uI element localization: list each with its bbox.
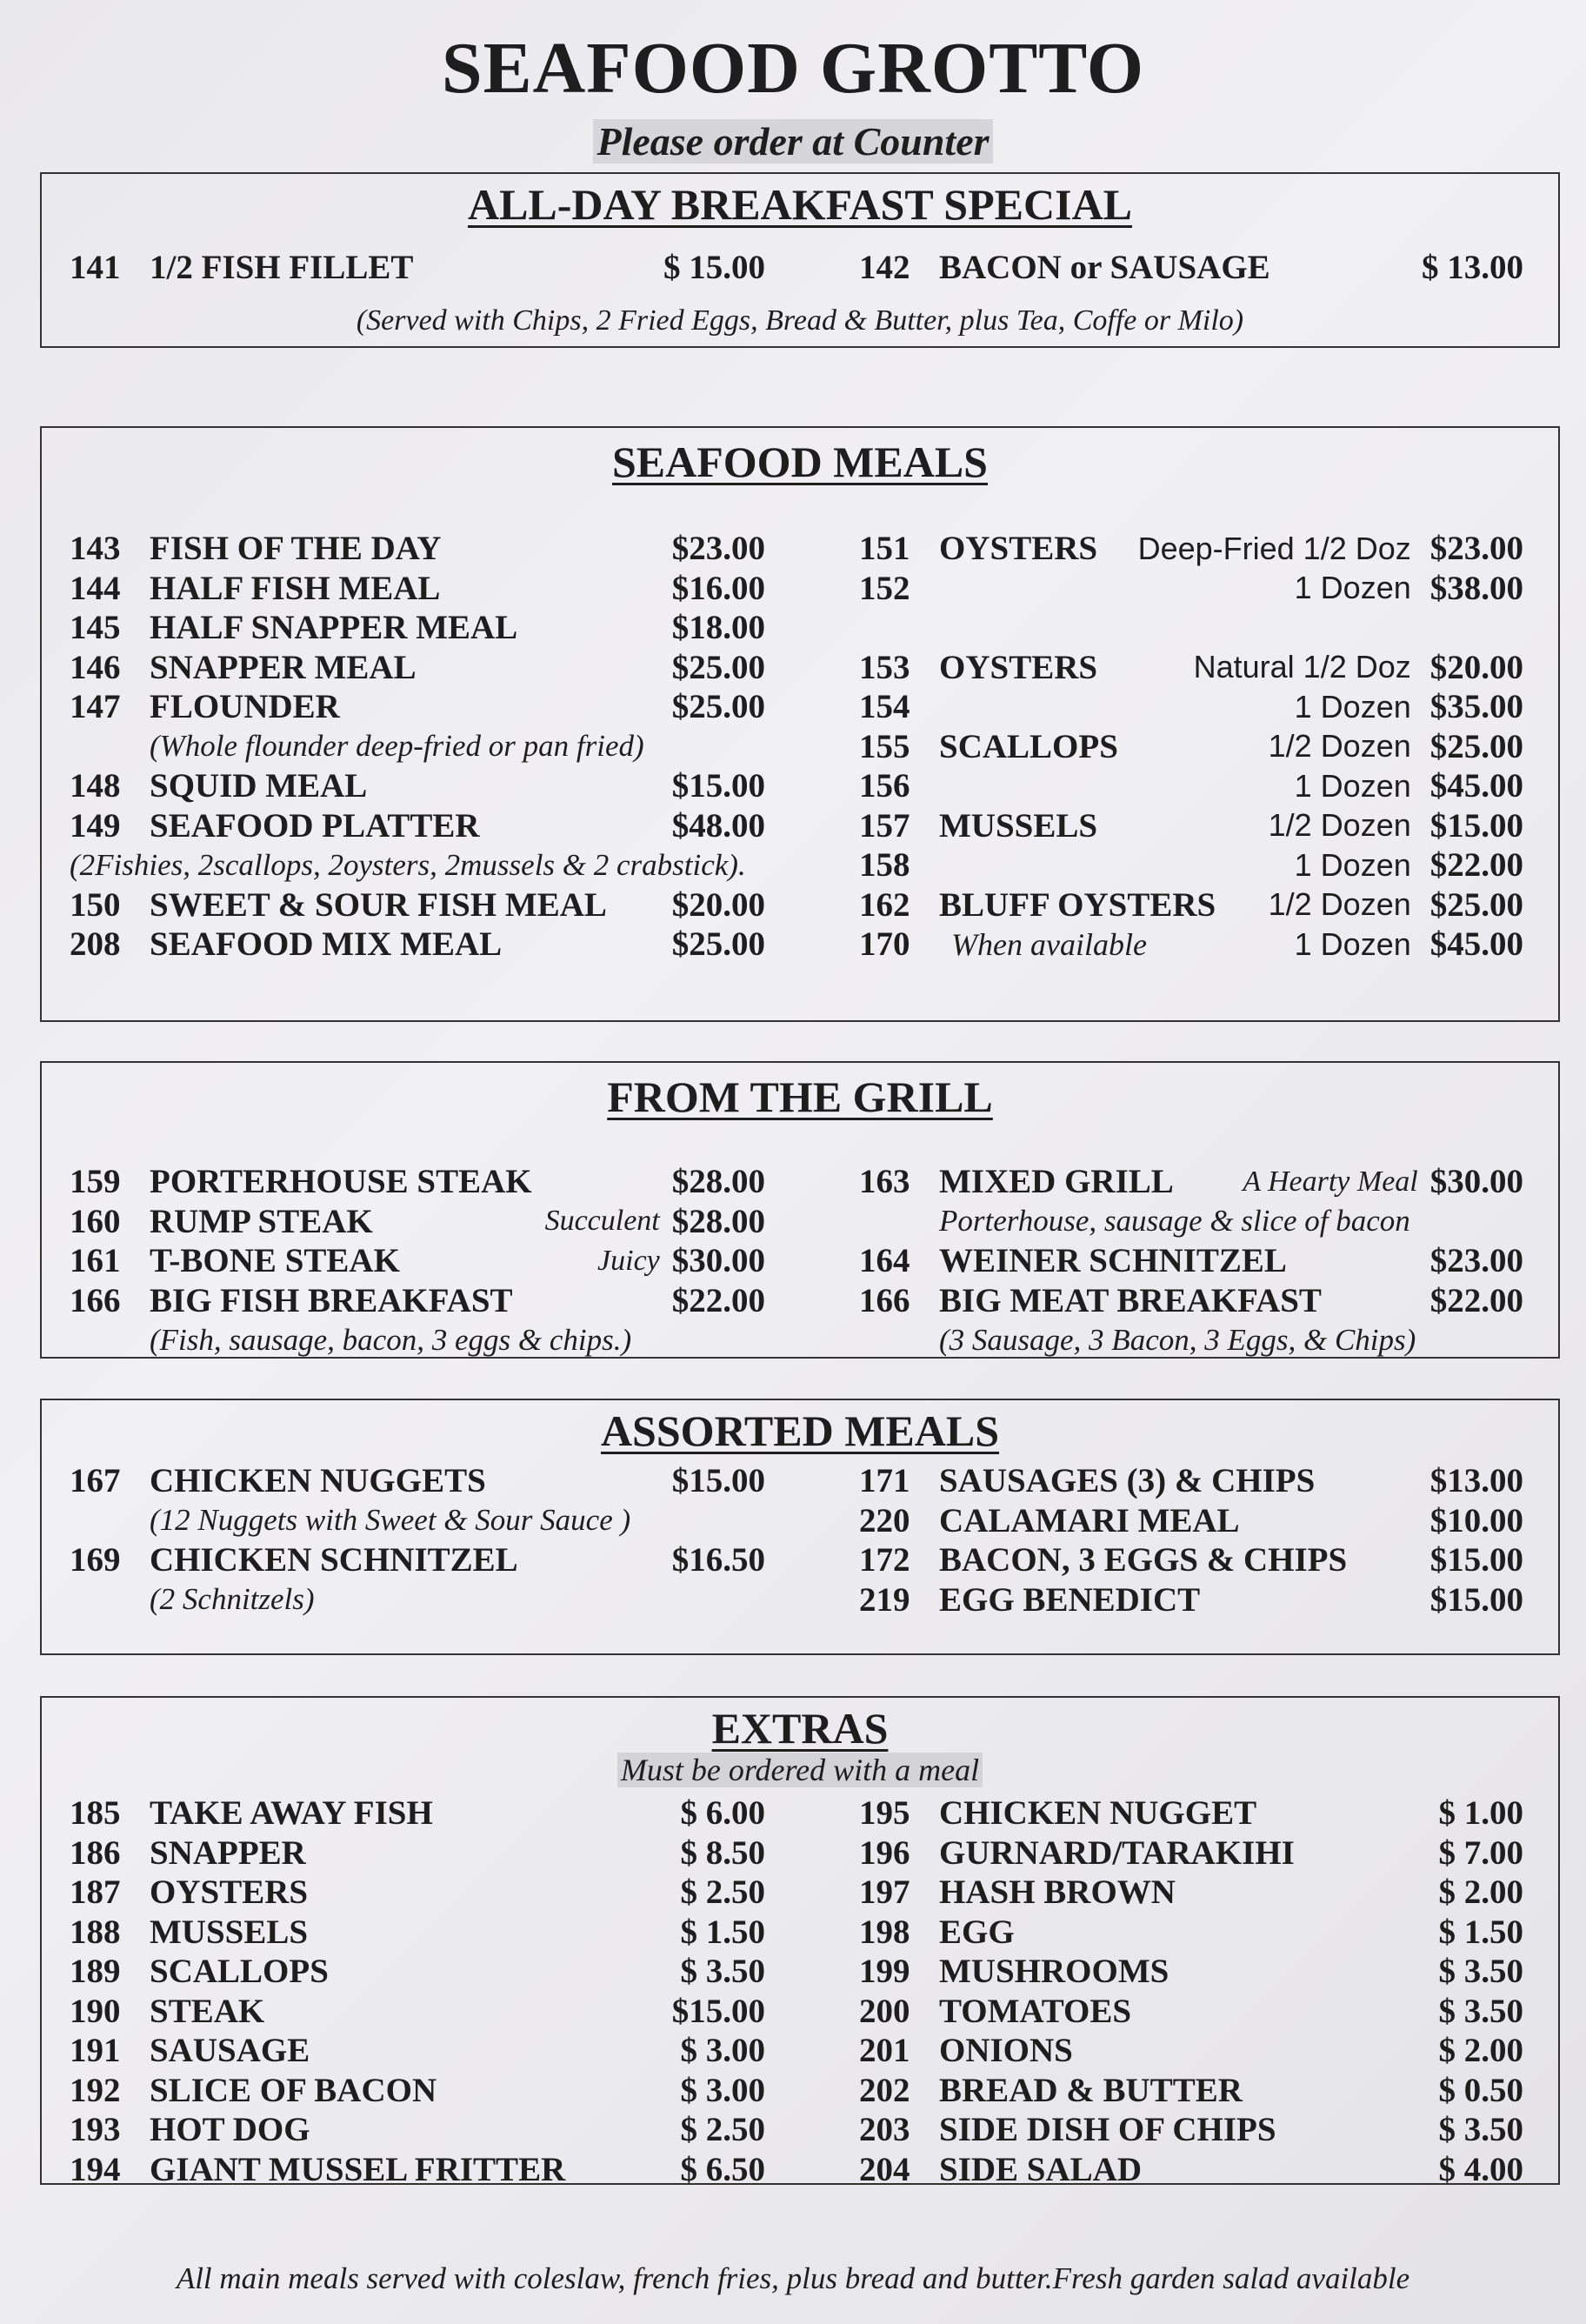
item-number: 200 (859, 1992, 910, 2030)
item-price: $28.00 (671, 1163, 765, 1201)
section-heading (42, 437, 1558, 487)
item-note: Juicy (597, 1244, 660, 1277)
item-number: 154 (859, 688, 910, 726)
item-number: 166 (859, 1281, 910, 1319)
item-name: FLOUNDER (150, 688, 340, 726)
item-name: BACON or SAUSAGE (939, 249, 1270, 287)
right-column (859, 529, 1523, 965)
item-price: $45.00 (1429, 925, 1523, 964)
section-heading (42, 1406, 1558, 1456)
menu-item (70, 1202, 765, 1242)
blank-row (859, 608, 1523, 648)
item-number: 169 (70, 1541, 121, 1579)
extras-subheading-text: Must be ordered with a meal (617, 1753, 983, 1787)
menu-item (70, 648, 765, 688)
item-number: 195 (859, 1794, 910, 1833)
menu-item (70, 1162, 765, 1202)
menu-item (859, 727, 1523, 767)
menu-item (70, 248, 765, 288)
item-name: MIXED GRILL (939, 1163, 1174, 1201)
menu-item (859, 2071, 1523, 2111)
item-price: $20.00 (671, 885, 765, 924)
item-name: MUSHROOMS (939, 1953, 1170, 1991)
item-name: SAUSAGES (3) & CHIPS (939, 1462, 1316, 1500)
item-price: $30.00 (1429, 1163, 1523, 1201)
item-price: $ 6.00 (680, 1794, 765, 1833)
item-name: SEAFOOD MIX MEAL (150, 925, 503, 964)
item-price: $ 2.00 (1438, 2032, 1523, 2070)
item-description: (3 Sausage, 3 Bacon, 3 Eggs, & Chips) (939, 1322, 1416, 1357)
item-name: MUSSELS (150, 1913, 309, 1951)
item-name: SWEET & SOUR FISH MEAL (150, 885, 607, 924)
section-extras (40, 1696, 1560, 2188)
item-number: 146 (70, 648, 121, 686)
menu-item (859, 806, 1523, 846)
item-price: $ 6.50 (680, 2150, 765, 2188)
menu-item (859, 569, 1523, 609)
item-number: 149 (70, 806, 121, 845)
item-price: $ 1.00 (1438, 1794, 1523, 1833)
item-price: $ 2.50 (680, 2111, 765, 2149)
item-price: $ 3.50 (680, 1953, 765, 1991)
item-price: $22.00 (1429, 846, 1523, 885)
item-number: 161 (70, 1242, 121, 1280)
item-name: CHICKEN NUGGET (939, 1794, 1257, 1833)
item-name: SNAPPER (150, 1833, 306, 1872)
section-heading-text: FROM THE GRILL (607, 1072, 993, 1121)
item-name: SAUSAGE (150, 2032, 310, 2070)
item-price: $ 2.50 (680, 1873, 765, 1912)
item-number: 143 (70, 530, 121, 568)
item-price: $ 8.50 (680, 1833, 765, 1872)
item-description: (Fish, sausage, bacon, 3 eggs & chips.) (150, 1322, 632, 1357)
item-quantity: 1/2 Dozen (1268, 728, 1411, 765)
item-price: $35.00 (1429, 688, 1523, 726)
item-name: BACON, 3 EGGS & CHIPS (939, 1541, 1348, 1579)
right-column (859, 1461, 1523, 1619)
menu-item (70, 1952, 765, 1992)
menu-item (70, 1461, 765, 1501)
item-price: $23.00 (1429, 530, 1523, 568)
item-number: 193 (70, 2111, 121, 2149)
item-price: $ 15.00 (663, 249, 765, 287)
item-number: 160 (70, 1202, 121, 1240)
item-number: 170 (859, 925, 910, 964)
item-number: 142 (859, 249, 910, 287)
item-name: FISH OF THE DAY (150, 530, 442, 568)
menu-item (859, 1461, 1523, 1501)
item-note: When available (951, 926, 1147, 962)
item-price: $ 13.00 (1422, 249, 1523, 287)
right-column (859, 1162, 1523, 1360)
menu-item (859, 1952, 1523, 1992)
item-price: $16.50 (671, 1541, 765, 1579)
item-price: $25.00 (1429, 727, 1523, 765)
item-name: SQUID MEAL (150, 767, 368, 805)
item-quantity: 1 Dozen (1294, 688, 1411, 725)
menu-item (859, 1580, 1523, 1620)
item-price: $ 1.50 (680, 1913, 765, 1951)
item-quantity: 1 Dozen (1294, 767, 1411, 804)
menu-item (70, 1540, 765, 1580)
item-quantity: 1 Dozen (1294, 846, 1411, 883)
section-assorted-meals (40, 1399, 1560, 1655)
item-name: WEINER SCHNITZEL (939, 1242, 1287, 1280)
left-column (70, 529, 765, 965)
item-number: 172 (859, 1541, 910, 1579)
item-number: 204 (859, 2150, 910, 2188)
item-number: 164 (859, 1242, 910, 1280)
item-name: OYSTERS (939, 530, 1098, 568)
menu-item (70, 885, 765, 925)
menu-item (859, 1501, 1523, 1541)
footer-note: All main meals served with coleslaw, french fries, plus bread and butter.Fresh garden salad available (176, 2261, 1410, 2295)
item-name: SIDE SALAD (939, 2150, 1142, 2188)
item-name: SLICE OF BACON (150, 2071, 437, 2109)
menu-item (70, 806, 765, 846)
item-price: $ 3.00 (680, 2032, 765, 2070)
section-breakfast (40, 172, 1560, 348)
section-heading-text: EXTRAS (711, 1704, 889, 1753)
item-name: RUMP STEAK (150, 1202, 373, 1240)
menu-item (859, 1992, 1523, 2032)
left-column (70, 1162, 765, 1360)
item-name: PORTERHOUSE STEAK (150, 1163, 532, 1201)
item-number: 171 (859, 1462, 910, 1500)
item-price: $18.00 (671, 609, 765, 647)
item-number: 219 (859, 1580, 910, 1619)
menu-item (70, 1992, 765, 2032)
item-number: 155 (859, 727, 910, 765)
menu-item (859, 885, 1523, 925)
item-price: $38.00 (1429, 569, 1523, 607)
menu-item (859, 925, 1523, 965)
item-price: $ 3.50 (1438, 1992, 1523, 2030)
item-name: MUSSELS (939, 806, 1098, 845)
menu-item (70, 1833, 765, 1873)
item-name: TAKE AWAY FISH (150, 1794, 433, 1833)
item-name: 1/2 FISH FILLET (150, 249, 414, 287)
item-number: 186 (70, 1833, 121, 1872)
item-price: $30.00 (671, 1242, 765, 1280)
item-price: $22.00 (1429, 1281, 1523, 1319)
menu-item (859, 1913, 1523, 1953)
item-number: 203 (859, 2111, 910, 2149)
item-price: $23.00 (671, 530, 765, 568)
menu-item (859, 687, 1523, 727)
item-name: EGG (939, 1913, 1015, 1951)
menu-item (70, 529, 765, 569)
item-name: ONIONS (939, 2032, 1073, 2070)
left-column (70, 1461, 765, 1619)
item-price: $ 3.50 (1438, 2111, 1523, 2149)
item-number: 187 (70, 1873, 121, 1912)
menu-item (859, 529, 1523, 569)
menu-item (859, 648, 1523, 688)
item-name: HASH BROWN (939, 1873, 1176, 1912)
item-price: $15.00 (1429, 1580, 1523, 1619)
item-name: HALF SNAPPER MEAL (150, 609, 518, 647)
item-number: 198 (859, 1913, 910, 1951)
item-quantity: 1/2 Dozen (1268, 807, 1411, 844)
item-price: $20.00 (1429, 648, 1523, 686)
item-price: $ 3.00 (680, 2071, 765, 2109)
item-name: CHICKEN NUGGETS (150, 1462, 486, 1500)
item-number: 163 (859, 1163, 910, 1201)
menu-item (70, 608, 765, 648)
item-description: (12 Nuggets with Sweet & Sour Sauce ) (150, 1503, 631, 1538)
section-heading (42, 179, 1558, 230)
breakfast-description: (Served with Chips, 2 Fried Eggs, Bread & Butter, plus Tea, Coffe or Milo) (356, 304, 1244, 337)
item-number: 166 (70, 1281, 121, 1319)
item-price: $15.00 (671, 1462, 765, 1500)
item-number: 190 (70, 1992, 121, 2030)
item-number: 157 (859, 806, 910, 845)
menu-item (859, 1162, 1523, 1202)
item-number: 196 (859, 1833, 910, 1872)
item-price: $ 4.00 (1438, 2150, 1523, 2188)
item-name: CHICKEN SCHNITZEL (150, 1541, 518, 1579)
item-price: $13.00 (1429, 1462, 1523, 1500)
section-heading (42, 1072, 1558, 1122)
item-number: 192 (70, 2071, 121, 2109)
item-name: OYSTERS (939, 648, 1098, 686)
item-price: $45.00 (1429, 767, 1523, 805)
item-number: 188 (70, 1913, 121, 1951)
item-name: BREAD & BUTTER (939, 2071, 1243, 2109)
item-number: 148 (70, 767, 121, 805)
item-number: 150 (70, 885, 121, 924)
item-price: $ 3.50 (1438, 1953, 1523, 1991)
menu-item (70, 1873, 765, 1913)
menu-item (70, 925, 765, 965)
item-price: $15.00 (671, 767, 765, 805)
item-price: $28.00 (671, 1202, 765, 1240)
item-price: $25.00 (671, 925, 765, 964)
item-number: 194 (70, 2150, 121, 2188)
item-price: $16.00 (671, 569, 765, 607)
item-number: 208 (70, 925, 121, 964)
menu-item (859, 1833, 1523, 1873)
section-heading (42, 1703, 1558, 1753)
item-name: EGG BENEDICT (939, 1580, 1201, 1619)
item-name: GIANT MUSSEL FRITTER (150, 2150, 566, 2188)
section-heading-text: ASSORTED MEALS (600, 1406, 1000, 1455)
menu-item (70, 1241, 765, 1281)
item-number: 199 (859, 1953, 910, 1991)
item-name: SCALLOPS (150, 1953, 329, 1991)
menu-item (70, 687, 765, 727)
item-number: 159 (70, 1163, 121, 1201)
extras-subheading (42, 1752, 1558, 1788)
menu-item (859, 2150, 1523, 2190)
item-price: $10.00 (1429, 1501, 1523, 1539)
menu-item (70, 2071, 765, 2111)
item-description: (Whole flounder deep-fried or pan fried) (150, 729, 644, 764)
item-price: $23.00 (1429, 1242, 1523, 1280)
left-column (70, 1793, 765, 2189)
item-name: SCALLOPS (939, 727, 1118, 765)
item-name: OYSTERS (150, 1873, 309, 1912)
item-name: T-BONE STEAK (150, 1242, 400, 1280)
item-price: $25.00 (671, 648, 765, 686)
item-name: HOT DOG (150, 2111, 310, 2149)
item-name: TOMATOES (939, 1992, 1132, 2030)
item-name: SNAPPER MEAL (150, 648, 416, 686)
item-name: BLUFF OYSTERS (939, 885, 1216, 924)
menu-item (859, 1241, 1523, 1281)
item-price: $ 2.00 (1438, 1873, 1523, 1912)
order-instruction-text: Please order at Counter (593, 119, 992, 164)
item-number: 152 (859, 569, 910, 607)
left-column (70, 248, 765, 288)
right-column (859, 248, 1523, 288)
menu-item (70, 2110, 765, 2150)
menu-item (70, 766, 765, 806)
item-name: BIG FISH BREAKFAST (150, 1281, 513, 1319)
item-name: HALF FISH MEAL (150, 569, 441, 607)
item-number: 167 (70, 1462, 121, 1500)
section-seafood-meals (40, 426, 1560, 1022)
menu-item (859, 845, 1523, 885)
item-number: 162 (859, 885, 910, 924)
item-quantity: Natural 1/2 Doz (1193, 649, 1411, 685)
item-note: Succulent (544, 1205, 660, 1238)
item-price: $ 0.50 (1438, 2071, 1523, 2109)
item-number: 202 (859, 2071, 910, 2109)
section-from-the-grill (40, 1061, 1560, 1359)
item-number: 158 (859, 846, 910, 885)
item-note: A Hearty Meal (1243, 1165, 1418, 1198)
menu-item (859, 1793, 1523, 1833)
item-description: (2 Schnitzels) (150, 1582, 315, 1617)
item-number: 185 (70, 1794, 121, 1833)
item-name: SEAFOOD PLATTER (150, 806, 480, 845)
item-name: SIDE DISH OF CHIPS (939, 2111, 1276, 2149)
item-name: STEAK (150, 1992, 265, 2030)
restaurant-title: SEAFOOD GROTTO (441, 28, 1145, 109)
item-number: 220 (859, 1501, 910, 1539)
item-number: 144 (70, 569, 121, 607)
item-price: $25.00 (1429, 885, 1523, 924)
item-quantity: 1 Dozen (1294, 570, 1411, 606)
item-name: GURNARD/TARAKIHI (939, 1833, 1295, 1872)
section-heading-text: SEAFOOD MEALS (611, 437, 988, 486)
menu-item (859, 1873, 1523, 1913)
menu-item (70, 569, 765, 609)
item-quantity: 1/2 Dozen (1268, 886, 1411, 923)
item-name: CALAMARI MEAL (939, 1501, 1240, 1539)
menu-item (70, 1913, 765, 1953)
menu-item (70, 1281, 765, 1321)
item-number: 156 (859, 767, 910, 805)
item-number: 151 (859, 530, 910, 568)
item-number: 191 (70, 2032, 121, 2070)
item-number: 189 (70, 1953, 121, 1991)
menu-item (859, 1540, 1523, 1580)
order-instruction (0, 118, 1586, 164)
item-number: 201 (859, 2032, 910, 2070)
menu-item (70, 2031, 765, 2071)
section-heading-text: ALL-DAY BREAKFAST SPECIAL (467, 180, 1133, 229)
menu-item (859, 766, 1523, 806)
item-number: 147 (70, 688, 121, 726)
menu-item (859, 2031, 1523, 2071)
item-number: 145 (70, 609, 121, 647)
item-price: $15.00 (1429, 806, 1523, 845)
item-quantity: 1 Dozen (1294, 925, 1411, 962)
item-description: (2Fishies, 2scallops, 2oysters, 2mussels & 2 crabstick). (70, 847, 746, 882)
menu-item (859, 248, 1523, 288)
item-description: Porterhouse, sausage & slice of bacon (939, 1204, 1410, 1239)
item-number: 153 (859, 648, 910, 686)
item-price: $25.00 (671, 688, 765, 726)
item-price: $15.00 (671, 1992, 765, 2030)
item-name: BIG MEAT BREAKFAST (939, 1281, 1322, 1319)
item-quantity: Deep-Fried 1/2 Doz (1137, 530, 1411, 566)
item-price: $ 1.50 (1438, 1913, 1523, 1951)
item-number: 197 (859, 1873, 910, 1912)
right-column (859, 1793, 1523, 2189)
menu-item (70, 2150, 765, 2190)
item-price: $15.00 (1429, 1541, 1523, 1579)
menu-item (859, 2110, 1523, 2150)
menu-item (70, 1793, 765, 1833)
item-price: $22.00 (671, 1281, 765, 1319)
item-number: 141 (70, 249, 121, 287)
menu-item (859, 1281, 1523, 1321)
item-price: $ 7.00 (1438, 1833, 1523, 1872)
item-price: $48.00 (671, 806, 765, 845)
